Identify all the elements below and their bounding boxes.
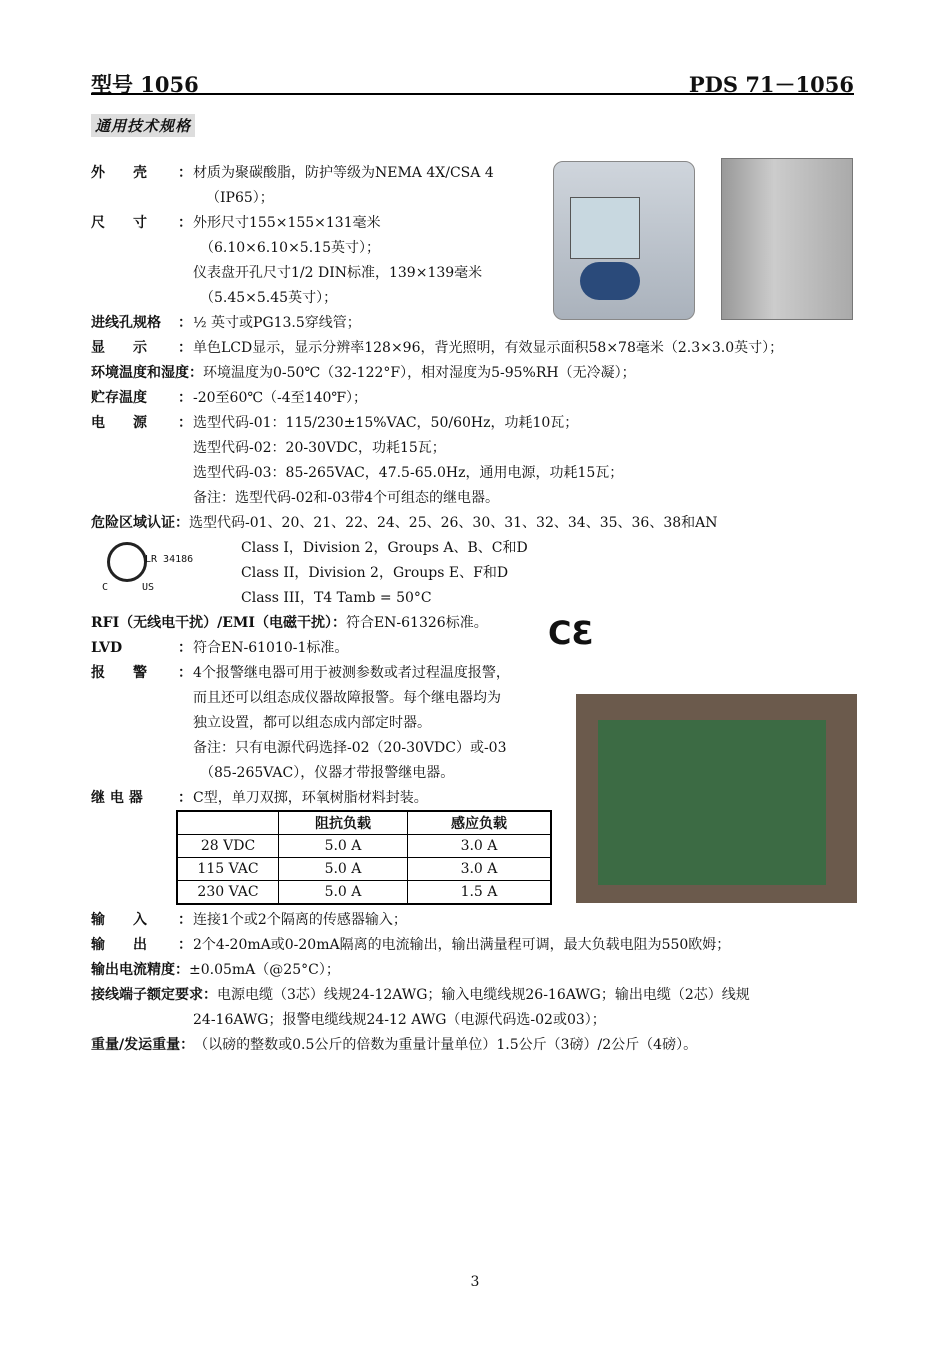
- spec-housing: 外 壳 ：材质为聚碳酸脂，防护等级为NEMA 4X/CSA 4: [91, 162, 494, 184]
- spec-power: 电 源 ：选型代码-01：115/230±15%VAC，50/60Hz，功耗10瓦；: [91, 412, 578, 434]
- header-model: 型号 1056: [91, 72, 199, 97]
- spec-text: （5.45×5.45英寸）；: [200, 290, 338, 306]
- spec-label: 报 警: [91, 665, 147, 681]
- spec-label: 危险区域认证：: [91, 515, 189, 531]
- spec-label: 环境温度和湿度：: [91, 365, 203, 381]
- spec-label: 进线孔规格: [91, 315, 161, 331]
- spec-label: 接线端子额定要求：: [91, 987, 217, 1003]
- spec-output: 输 出 ：2个4-20mA或0-20mA隔离的电流输出，输出满量程可调，最大负载电阻为550欧姆；: [91, 934, 730, 956]
- spec-label: 尺 寸: [91, 215, 147, 231]
- spec-dimensions: 尺 寸 ：外形尺寸155×155×131毫米: [91, 212, 381, 234]
- table-header-row: 阻抗负载 感应负载: [177, 811, 551, 835]
- spec-display: 显 示 ：单色LCD显示，显示分辨率128×96，背光照明，有效显示面积58×78毫米（2.3×3.0英寸）；: [91, 337, 783, 359]
- spec-input: 输 入 ：连接1个或2个隔离的传感器输入；: [91, 909, 407, 931]
- spec-text: 选型代码-03：85-265VAC，47.5-65.0Hz，通用电源，功耗15瓦；: [193, 465, 624, 481]
- relay-rating-table: [176, 810, 552, 905]
- spec-label: 贮存温度: [91, 390, 147, 406]
- table-row: 230 VAC 5.0 A 1.5 A: [177, 881, 551, 905]
- spec-text: 24-16AWG；报警电缆线规24-12 AWG（电源代码选-02或03）；: [193, 1012, 606, 1028]
- hazard-class: Class I，Division 2，Groups A、B、C和D: [241, 540, 528, 556]
- spec-text: 备注：选型代码-02和-03带4个可组态的继电器。: [193, 490, 499, 506]
- spec-text: （6.10×6.10×5.15英寸）；: [200, 240, 380, 256]
- spec-label: 显 示: [91, 340, 147, 356]
- spec-text: 仪表盘开孔尺寸1/2 DIN标准，139×139毫米: [193, 265, 483, 281]
- spec-text: 而且还可以组态成仪器故障报警。每个继电器均为: [193, 690, 501, 706]
- spec-alarm: 报 警 ：4个报警继电器可用于被测参数或者过程温度报警，: [91, 662, 510, 684]
- spec-conduit: 进线孔规格 ：½ 英寸或PG13.5穿线管；: [91, 312, 361, 334]
- transmitter-keypad: [580, 262, 640, 300]
- spec-text: 备注：只有电源代码选择-02（20-30VDC）或-03: [193, 740, 507, 756]
- relay-board-pcb: [598, 720, 826, 885]
- table-row: 115 VAC 5.0 A 3.0 A: [177, 858, 551, 881]
- spec-label: LVD: [91, 640, 123, 656]
- page-number: 3: [470, 1274, 480, 1290]
- spec-terminal: 接线端子额定要求：电源电缆（3芯）线规24-12AWG；输入电缆线规26-16AWG；输出电缆（2芯）线规: [91, 984, 750, 1006]
- spec-rfi: RFI（无线电干扰）/EMI（电磁干扰）：符合EN-61326标准。: [91, 612, 488, 634]
- transmitter-side-image: [721, 158, 853, 320]
- spec-accuracy: 输出电流精度：±0.05mA（@25°C）；: [91, 959, 340, 981]
- spec-text: （IP65）；: [206, 190, 274, 206]
- ce-mark-icon: CƐ: [548, 614, 594, 652]
- spec-text: （85-265VAC），仪器才带报警继电器。: [200, 765, 455, 781]
- spec-label: 电 源: [91, 415, 147, 431]
- header-rule: [91, 93, 854, 95]
- spec-label: 重量/发运重量：: [91, 1037, 195, 1053]
- spec-label: 输 出: [91, 937, 147, 953]
- spec-hazardous: 危险区域认证：选型代码-01、20、21、22、24、25、26、30、31、32、34、35、36、38和AN: [91, 512, 718, 534]
- spec-text: 选型代码-02：20-30VDC，功耗15瓦；: [193, 440, 446, 456]
- csa-mark: LR 34186 C US: [102, 554, 194, 593]
- spec-label: RFI（无线电干扰）/EMI（电磁干扰）：: [91, 615, 346, 631]
- header-doc-id: PDS 71－1056: [688, 72, 854, 97]
- spec-lvd: LVD ：符合EN-61010-1标准。: [91, 637, 348, 659]
- spec-label: 外 壳: [91, 165, 147, 181]
- spec-weight: 重量/发运重量：（以磅的整数或0.5公斤的倍数为重量计量单位）1.5公斤（3磅）/2公斤（4磅）。: [91, 1034, 697, 1056]
- spec-relay: 继 电 器 ：C型，单刀双掷，环氧树脂材料封装。: [91, 787, 428, 809]
- transmitter-lcd: [570, 197, 640, 259]
- table-row: 28 VDC 5.0 A 3.0 A: [177, 835, 551, 858]
- spec-label: 输出电流精度：: [91, 962, 189, 978]
- spec-text: 独立设置，都可以组态成内部定时器。: [193, 715, 431, 731]
- spec-ambient: 环境温度和湿度：环境温度为0-50℃（32-122°F），相对湿度为5-95%RH（无冷凝）；: [91, 362, 636, 384]
- spec-label: 输 入: [91, 912, 147, 928]
- spec-label: 继 电 器: [91, 790, 143, 806]
- hazard-class: Class II，Division 2，Groups E、F和D: [241, 565, 509, 581]
- hazard-class: Class III，T4 Tamb = 50°C: [241, 590, 432, 606]
- section-title: 通用技术规格: [91, 114, 195, 137]
- spec-storage: 贮存温度 ：-20至60℃（-4至140℉）；: [91, 387, 367, 409]
